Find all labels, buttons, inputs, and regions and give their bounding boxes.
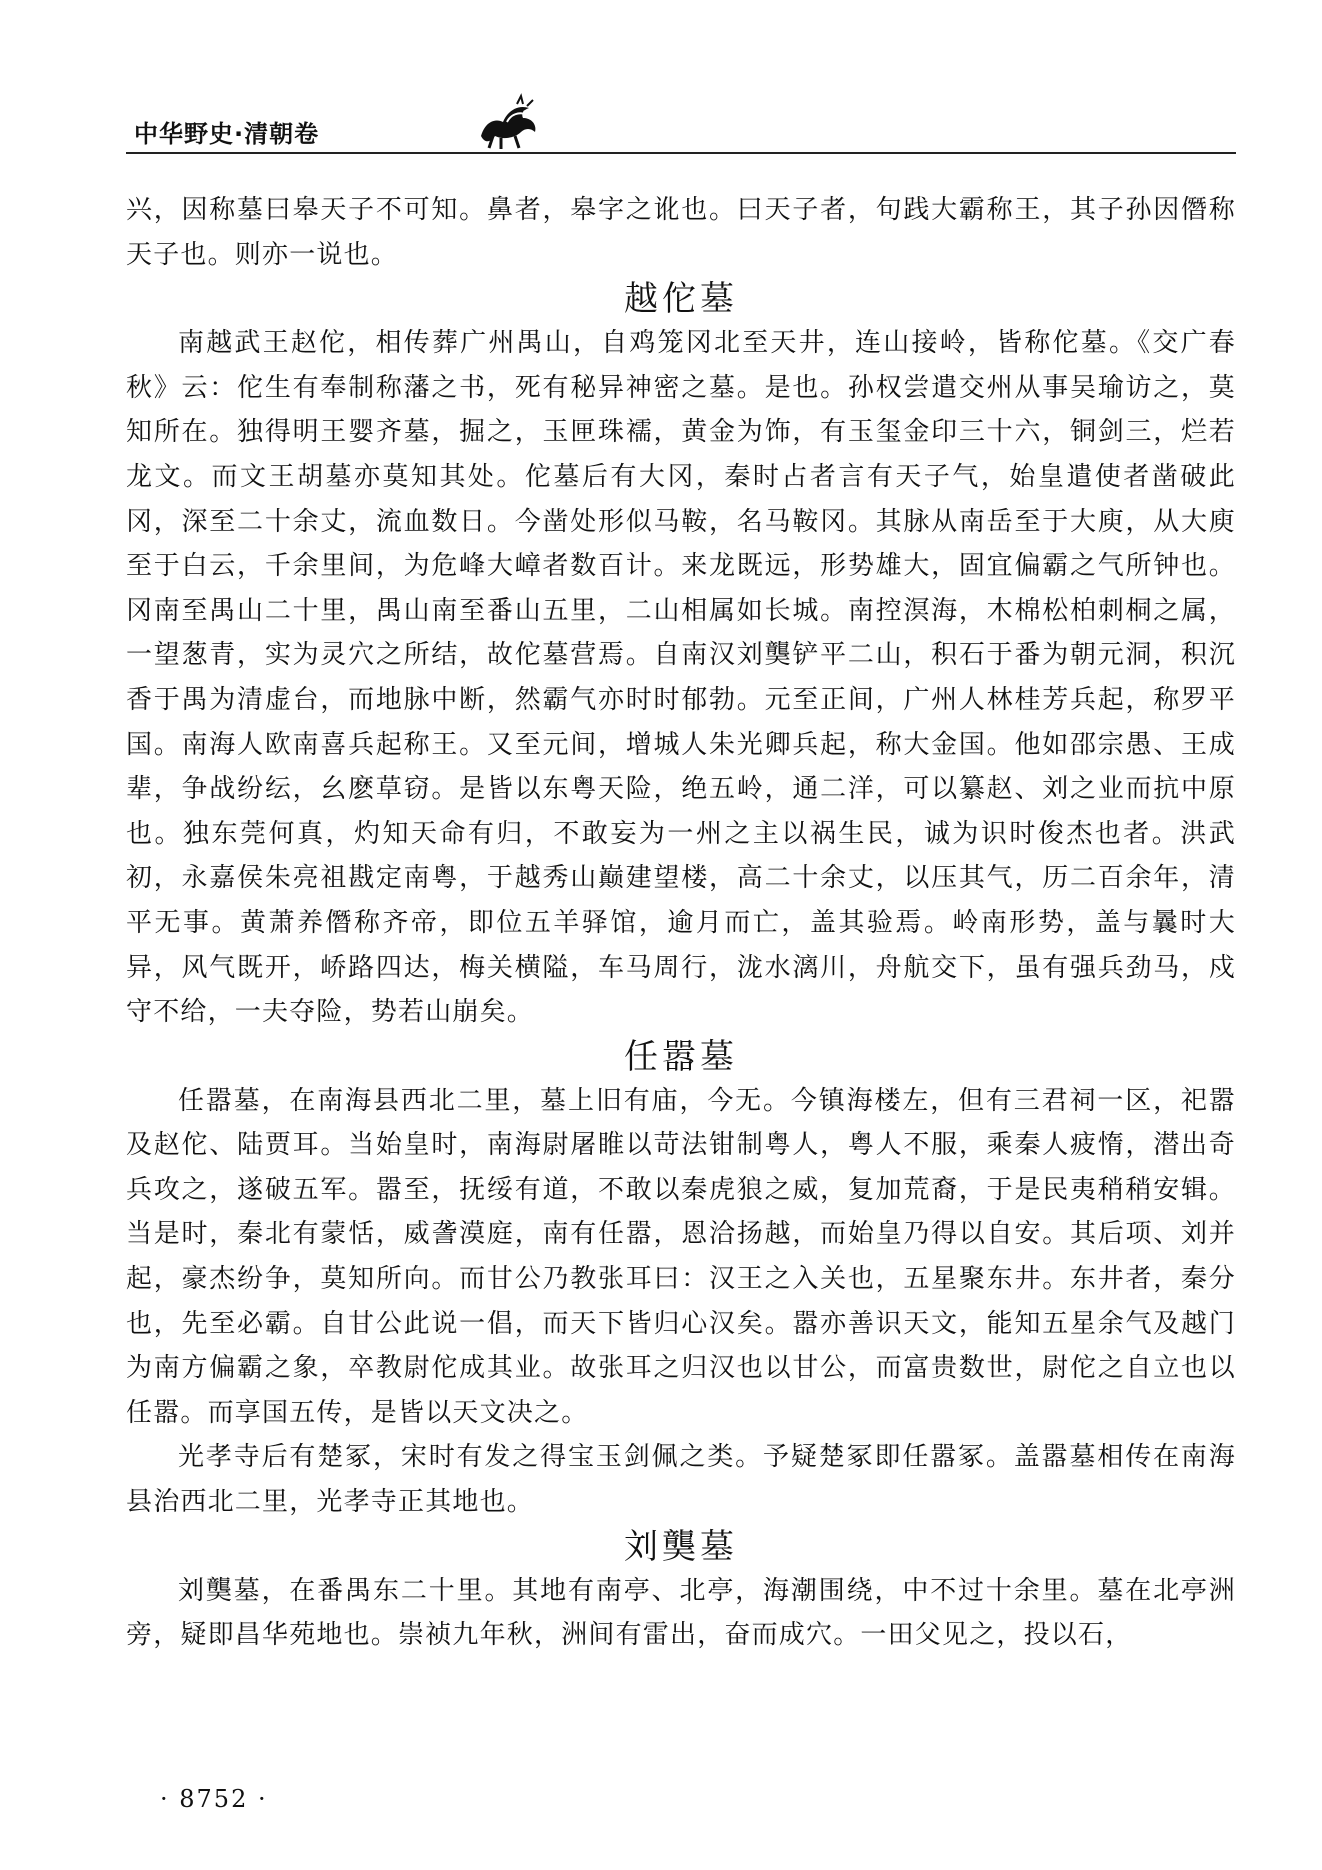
section-paragraph: 光孝寺后有楚冢，宋时有发之得宝玉剑佩之类。予疑楚冢即任嚣冢。盖嚣墓相传在南海县治西北二里，光孝寺正其地也。 (126, 1442, 1236, 1518)
header-rule (126, 152, 1236, 154)
section-paragraph: 南越武王赵佗，相传葬广州禺山，自鸡笼冈北至天井，连山接岭，皆称佗墓。《交广春秋》云：佗生有奉制称藩之书，死有秘异神密之墓。是也。孙权尝遣交州从事吴瑜访之，莫知所在。独得明王婴齐墓，掘之，玉匣珠襦，黄金为饰，有玉玺金印三十六，铜剑三，烂若龙文。而文王胡墓亦莫知其处。佗墓后有大冈，秦时占者言有天子气，始皇遣使者凿破此冈，深至二十余丈，流血数日。今凿处形似马鞍，名马鞍冈。其脉从南岳至于大庾，从大庾至于白云，千余里间，为危峰大嶂者数百计。来龙既远，形势雄大，固宜偏霸之气所钟也。冈南至禺山二十里，禺山南至番山五里，二山相属如长城。南控溟海，木棉松柏刺桐之属，一望葱青，实为灵穴之所结，故佗墓营焉。自南汉刘龑铲平二山，积石于番为朝元洞，积沉香于禺为清虚台，而地脉中断，然霸气亦时时郁勃。元至正间，广州人林桂芳兵起，称罗平国。南海人欧南喜兵起称王。又至元间，增城人朱光卿兵起，称大金国。他如邵宗愚、王成辈，争战纷纭，幺麽草窃。是皆以东粤天险，绝五岭，通二洋，可以纂赵、刘之业而抗中原也。独东莞何真，灼知天命有归，不敢妄为一州之主以祸生民，诚为识时俊杰也者。洪武初，永嘉侯朱亮祖戡定南粤，于越秀山巅建望楼，高二十余丈，以压其气，历二百余年，清平无事。黄萧养僭称齐帝，即位五羊驿馆，逾月而亡，盖其验焉。岭南形势，盖与曩时大异，风气既开，峤路四达，梅关横隘，车马周行，泷水漓川，舟航交下，虽有强兵劲马，戍守不给，一夫夺险，势若山崩矣。 (126, 328, 1236, 1028)
section-paragraph: 刘龑墓，在番禺东二十里。其地有南亭、北亭，海潮围绕，中不过十余里。墓在北亭洲旁，疑即昌华苑地也。崇祯九年秋，洲间有雷出，奋而成穴。一田父见之，投以石， (126, 1575, 1236, 1651)
intro-paragraph: 兴，因称墓曰皋天子不可知。鼻者，皋字之讹也。曰天子者，句践大霸称王，其子孙因僭称天子也。则亦一说也。 (126, 195, 1236, 270)
section-title: 刘龑墓 (624, 1526, 738, 1567)
section-title: 任嚣墓 (624, 1036, 738, 1077)
section-paragraph: 任嚣墓，在南海县西北二里，墓上旧有庙，今无。今镇海楼左，但有三君祠一区，祀嚣及赵佗、陆贾耳。当始皇时，南海尉屠睢以苛法钳制粤人，粤人不服，乘秦人疲惰，潜出奇兵攻之，遂破五军。嚣至，抚绥有道，不敢以秦虎狼之威，复加荒裔，于是民夷稍稍安辑。当是时，秦北有蒙恬，威詟漠庭，南有任嚣，恩洽扬越，而始皇乃得以自安。其后项、刘并起，豪杰纷争，莫知所向。而甘公乃教张耳曰：汉王之入关也，五星聚东井。东井者，秦分也，先至必霸。自甘公此说一倡，而天下皆归心汉矣。嚣亦善识天文，能知五星余气及越门为南方偏霸之象，卒教尉佗成其业。故张耳之归汉也以甘公，而富贵数世，尉佗之自立也以任嚣。而享国五传，是皆以天文决之。 (126, 1085, 1236, 1428)
running-header (126, 92, 1236, 156)
page-body (126, 188, 1236, 1658)
dragon-emblem-icon (471, 92, 541, 152)
section-title: 越佗墓 (624, 279, 738, 320)
page-number: · 8752 · (160, 1785, 268, 1813)
book-title: 中华野史·清朝卷 (134, 120, 320, 148)
